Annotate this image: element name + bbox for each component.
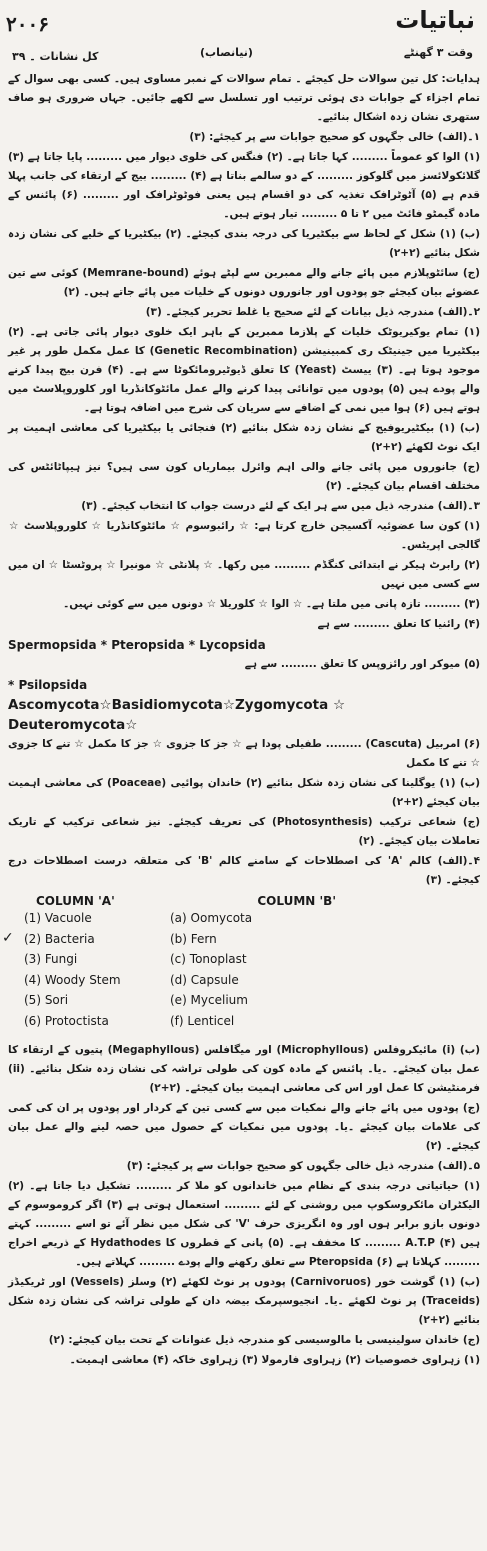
match-row: [24, 949, 334, 970]
q1b: (ب) (۱) شکل کے لحاظ سے بیکٹیریا کی درجہ بندی کیجئے۔ (۲) بیکٹیریا کے خلیے کی نشان زدہ شکل بنائیے (۲+۲): [8, 228, 481, 259]
match-row: [24, 908, 334, 929]
q5c-headings: (۱) زہراوی خصوصیات (۲) زہراوی فارمولا (۳) زہراوی خاکہ (۴) معاشی اہمیت۔: [69, 1354, 480, 1366]
q1a-heading: ۱۔(الف) خالی جگہوں کو صحیح جوابات سے پر کیجئے: (۳): [189, 131, 480, 143]
q2b: (ب) (۱) بیکٹیریوفیج کے نشان زدہ شکل بنائیے (۲) فنجائی یا بیکٹیریا کی معاشی اہمیت پر ایک نوٹ لکھئے (۲+۲): [8, 422, 480, 453]
q1a-blanks: (۱) الوا کو عموماً ......... کہا جاتا ہے۔ (۲) فنگس کی خلوی دیوار میں ......... پایا جاتا ہے (۳) گلائکولائسز میں گلوکوز ......... کے دو سالمے بناتا ہے (۴) ......... بیج کے ارتقاء کی جانب پہلا قدم ہے (۵) آٹوٹرافک تغذیہ کی دو اقسام ہیں یعنی فوٹوٹرافک اور ......... (۶) پائنس کے مادہ گیمٹو فائٹ میں ۲ تا ۵ ......... تیار ہوتے ہیں۔: [8, 151, 480, 220]
exam-content: [8, 70, 480, 1371]
match-row: [24, 929, 334, 950]
column-b-item: (b) Fern: [170, 931, 217, 946]
q3c: (ج) شعاعی ترکیب (Photosynthesis) کی تعریف کیجئے۔ نیز شعاعی ترکیب کے تاریک تعاملات بیان کیجئے۔ (۲): [8, 816, 481, 847]
q5b: (ب) (۱) گوشت خور (Carnivoruos) پودوں پر نوٹ لکھئے (۲) وسلز (Vessels) اور ٹریکیڈز (Traceids) پر نوٹ لکھئے ۔یا۔ انجیوسپرمک بیضہ دان کے طولی تراشہ کی نشان زدہ شکل بنائیے (۲+۲): [8, 1276, 481, 1326]
column-a-item: (4) Woody Stem: [24, 972, 121, 987]
q3a-item-4: (۴) رائنیا کا تعلق ......... سے ہے: [317, 618, 480, 630]
q5a-blanks: (۱) حیاتیاتی درجہ بندی کے نظام میں خاندانوں کو ملا کر ......... تشکیل دیا جاتا ہے۔ (۲) الیکٹران مائکروسکوپ میں روشنی کے لئے ......... استعمال ہوتی ہے (۳) اگر کروموسوم کے دونوں بازو برابر ہوں اور وہ انگریزی حرف 'V' کی شکل میں نظر آئے تو اسے ......... کہتے ہیں (۴) A.T.P ......... کا مخفف ہے۔ (۵) پانی کے قطروں کا Hydathodes کے ذریعے اخراج ......... کہلاتا ہے (۶) Pteropsida سے تعلق رکھنے والے پودے ......... کہلاتے ہیں۔: [8, 1180, 480, 1268]
checkmark-icon: ✓: [2, 930, 14, 946]
match-column-headers: [36, 894, 336, 908]
q3a-heading: ۳۔(الف) مندرجہ ذیل میں سے ہر ایک کے لئے درست جواب کا انتخاب کیجئے۔ (۳): [81, 500, 480, 512]
match-row: [24, 970, 334, 991]
column-a-item: (2) Bacteria: [24, 931, 95, 946]
q5a-heading: ۵۔(الف) مندرجہ ذیل خالی جگہوں کو صحیح جوابات سے پر کیجئے: (۳): [126, 1160, 480, 1172]
q3b: (ب) (۱) یوگلینا کی نشان زدہ شکل بنائیے (۲) خاندان پوائیی (Poaceae) کی معاشی اہمیت بیان کیجئے (۲+۲): [8, 777, 480, 808]
subject-title: نباتیات: [395, 6, 475, 34]
q2c: (ج) جانوروں میں پائی جانے والی اہم وائرل بیماریاں کون سی ہیں؟ نیز ہیپاٹائٹس کی مختلف اقسام بیان کیجئے۔ (۲): [8, 461, 480, 492]
column-a-item: (3) Fungi: [24, 952, 78, 966]
q5c: (ج) خاندان سولینیسی یا مالوسیسی کو مندرجہ ذیل عنوانات کے تحت بیان کیجئے: (۲): [48, 1334, 480, 1346]
column-b-item: (d) Capsule: [170, 972, 239, 987]
q3a-item-6: (۶) امربیل (Cascuta) ......... طفیلی پودا ہے ☆ جز کا جزوی ☆ جز کا مکمل ☆ تنے کا جزوی ☆ تنے کا مکمل: [8, 738, 480, 769]
q3a-item-4-options: Spermopsida * Pteropsida * Lycopsida: [8, 638, 266, 652]
column-a-header: COLUMN 'A': [36, 894, 115, 908]
column-a-item: (5) Sori: [24, 993, 69, 1007]
column-b-item: (a) Oomycota: [170, 911, 253, 925]
q3a-item-2: (۲) رابرٹ ہیکر نے ابتدائی کنگڈم ......... میں رکھا۔ ☆ پلانٹی ☆ مونیرا ☆ پروٹسٹا ☆ ان میں سے کسی میں نہیں: [8, 559, 480, 590]
q4b: (ب) (i) مائیکروفلس (Microphyllous) اور میگافلس (Megaphyllous) پتیوں کے ارتقاء کا عمل بیان کیجئے۔ ۔یا۔ پائنس کے مادہ کون کی طولی تراشہ کی نشان زدہ شکل بنائیے۔ (ii) فرمنٹیشن کا عمل اور اس کی معاشی اہمیت بیان کیجئے۔ (۲+۲): [8, 1044, 481, 1094]
q1c: (ج) سائٹوپلازم میں پائے جانے والے ممبرین سے لپٹے ہوئے (Memrane-bound) کوئی سے تین عضوئے بیان کیجئے جو پودوں اور جانوروں دونوں کے خلیات میں پائے جاتے ہیں۔ (۲): [8, 267, 480, 298]
column-b-item: (f) Lenticel: [170, 1013, 235, 1028]
column-b-item: (e) Mycelium: [170, 993, 248, 1007]
total-marks-label: کل نشانات ۔ ۳۹: [12, 50, 99, 63]
year-label: ۲۰۰۶: [6, 12, 49, 36]
q4a-heading: ۴۔(الف) کالم 'A' کی اصطلاحات کے سامنے کالم 'B' کی متعلقہ درست اصطلاحات درج کیجئے۔ (۳): [8, 855, 480, 886]
instructions: ہدایات: کل تین سوالات حل کیجئے ۔ تمام سوالات کے نمبر مساوی ہیں۔ کسی بھی سوال کے تمام اجزاء کے جوابات دی ہوئی ترتیب اور تسلسل سے لکھے جائیں۔ جہاں ضروری ہو صاف ستھری نشان زدہ اشکال بنائیے۔: [8, 73, 480, 123]
q3a-item-1: (۱) کون سا عضوئیہ آکسیجن خارج کرتا ہے: ☆ رائبوسوم ☆ مائٹوکانڈریا ☆ کلوروپلاسٹ ☆ گالجی اپریٹس۔: [8, 520, 480, 551]
page-header: [0, 6, 487, 76]
match-row: [24, 1011, 334, 1032]
syllabus-label: (نیانصاب): [200, 46, 253, 59]
q3a-item-5-option-extra: * Psilopsida: [8, 678, 88, 692]
q3a-item-5: (۵) میوکر اور رائزوپس کا تعلق ......... سے ہے: [244, 658, 480, 670]
q2a-statements: (۱) تمام یوکیریوٹک خلیات کے پلازما ممبرین کے باہر ایک خلوی دیوار پائی جاتی ہے۔ (۲) بیکٹیریا میں جینیٹک ری کمبینیشن (Genetic Recombination) کا عمل مکمل طور پر غیر موجود ہوتا ہے۔ (۳) ییسٹ (Yeast) کا تعلق ڈیوٹیرومائکوٹا سے ہے۔ (۴) فرن بیج پیدا کرنے والے پودے ہیں (۵) پودوں میں توانائی پیدا کرنے والے عمل مائٹوکانڈریا اور کلوروپلاسٹ میں ہوتے ہیں (۶) ہوا میں نمی کے اضافے سے سریان کی شرح میں اضافہ ہوتا ہے۔: [8, 326, 480, 414]
match-row: [24, 990, 334, 1011]
q3a-item-5-options: Ascomycota☆Basidiomycota☆Zygomycota ☆: [8, 697, 346, 713]
column-b-header: COLUMN 'B': [257, 894, 336, 908]
time-label: وقت ۳ گھنٹے: [403, 46, 473, 59]
q3a-item-5-options-cont: Deuteromycota☆: [8, 717, 138, 733]
q4c: (ج) پودوں میں پائے جانے والے نمکیات میں سے کسی تین کے کردار اور پودوں پر ان کی کمی کی علامات بیان کیجئے ۔یا۔ پودوں میں نمکیات کے حصول میں حصہ لینے والے عمل بیان کیجئے۔ (۲): [8, 1102, 480, 1152]
match-table: [24, 908, 334, 1031]
column-b-item: (c) Tonoplast: [170, 952, 247, 966]
q2a-heading: ۲۔(الف) مندرجہ ذیل بیانات کے لئے صحیح یا غلط تحریر کیجئے۔ (۳): [145, 306, 480, 318]
column-a-item: (6) Protoctista: [24, 1013, 109, 1028]
column-a-item: (1) Vacuole: [24, 911, 92, 925]
q3a-item-3: (۳) ......... تازہ پانی میں ملتا ہے۔ ☆ الوا ☆ کلوریلا ☆ دونوں میں سے کوئی نہیں۔: [63, 598, 480, 610]
